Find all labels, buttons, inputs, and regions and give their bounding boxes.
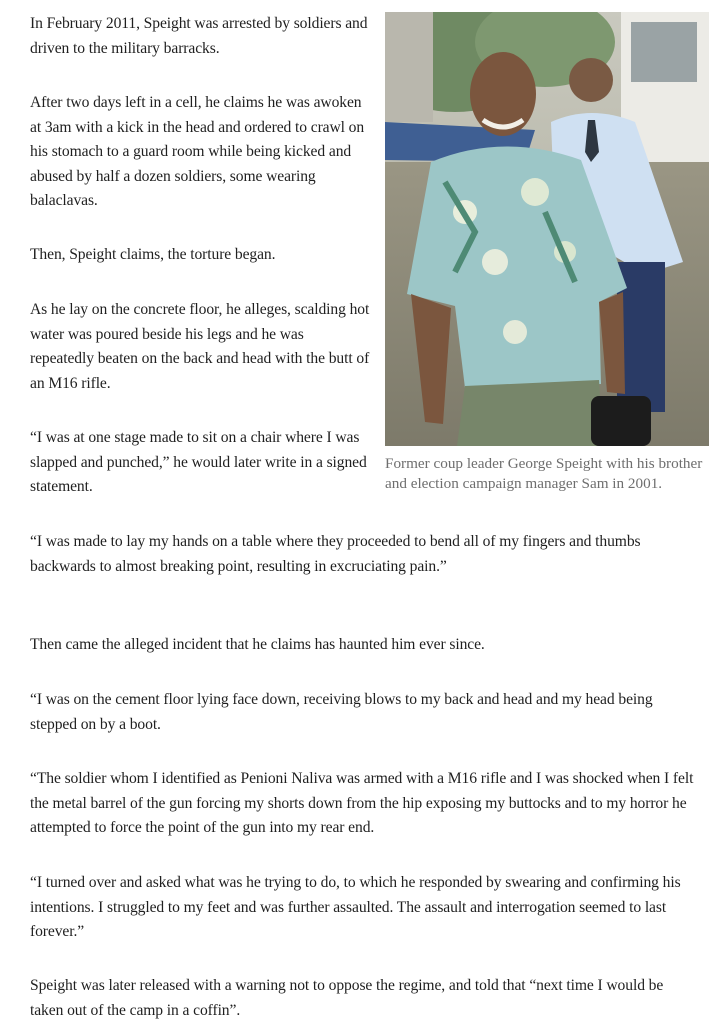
article-figure	[385, 12, 709, 493]
paragraph: “I turned over and asked what was he trying to do, to which he responded by swearing and confirming his intentions. I struggled to my feet and was further assaulted. The assault and interrogation seemed to last forever.”	[30, 874, 681, 940]
paragraph: “I was made to lay my hands on a table where they proceeded to bend all of my fingers and thumbs backwards to almost breaking point, resulting in excruciating pain.”	[30, 533, 641, 575]
article-photo	[385, 12, 709, 446]
paragraph: “I was on the cement floor lying face down, receiving blows to my back and head and my head being stepped on by a boot.	[30, 691, 653, 733]
paragraph: Speight was later released with a warning not to oppose the regime, and told that “next time I would be taken out of the camp in a coffin”.	[30, 977, 664, 1019]
paragraph: “I was at one stage made to sit on a chair where I was slapped and punched,” he would later write in a signed statement.	[30, 429, 367, 495]
photo-caption: Former coup leader George Speight with his brother and election campaign manager Sam in 2001.	[385, 455, 703, 492]
paragraph: Then, Speight claims, the torture began.	[30, 246, 276, 263]
paragraph: As he lay on the concrete floor, he alleges, scalding hot water was poured beside his legs and he was repeatedly beaten on the back and head with the butt of an M16 rifle.	[30, 301, 370, 392]
paragraph: Then came the alleged incident that he claims has haunted him ever since.	[30, 636, 485, 653]
paragraph: After two days left in a cell, he claims he was awoken at 3am with a kick in the head and ordered to crawl on his stomach to a guard room while being kicked and abused by half a dozen soldiers, some wearing balaclavas.	[30, 94, 365, 209]
paragraph: In February 2011, Speight was arrested by soldiers and driven to the military barracks.	[30, 15, 368, 57]
paragraph: “The soldier whom I identified as Penioni Naliva was armed with a M16 rifle and I was shocked when I felt the metal barrel of the gun forcing my shorts down from the hip exposing my buttocks and to my horror he attempted to force the point of the gun into my rear end.	[30, 770, 694, 836]
